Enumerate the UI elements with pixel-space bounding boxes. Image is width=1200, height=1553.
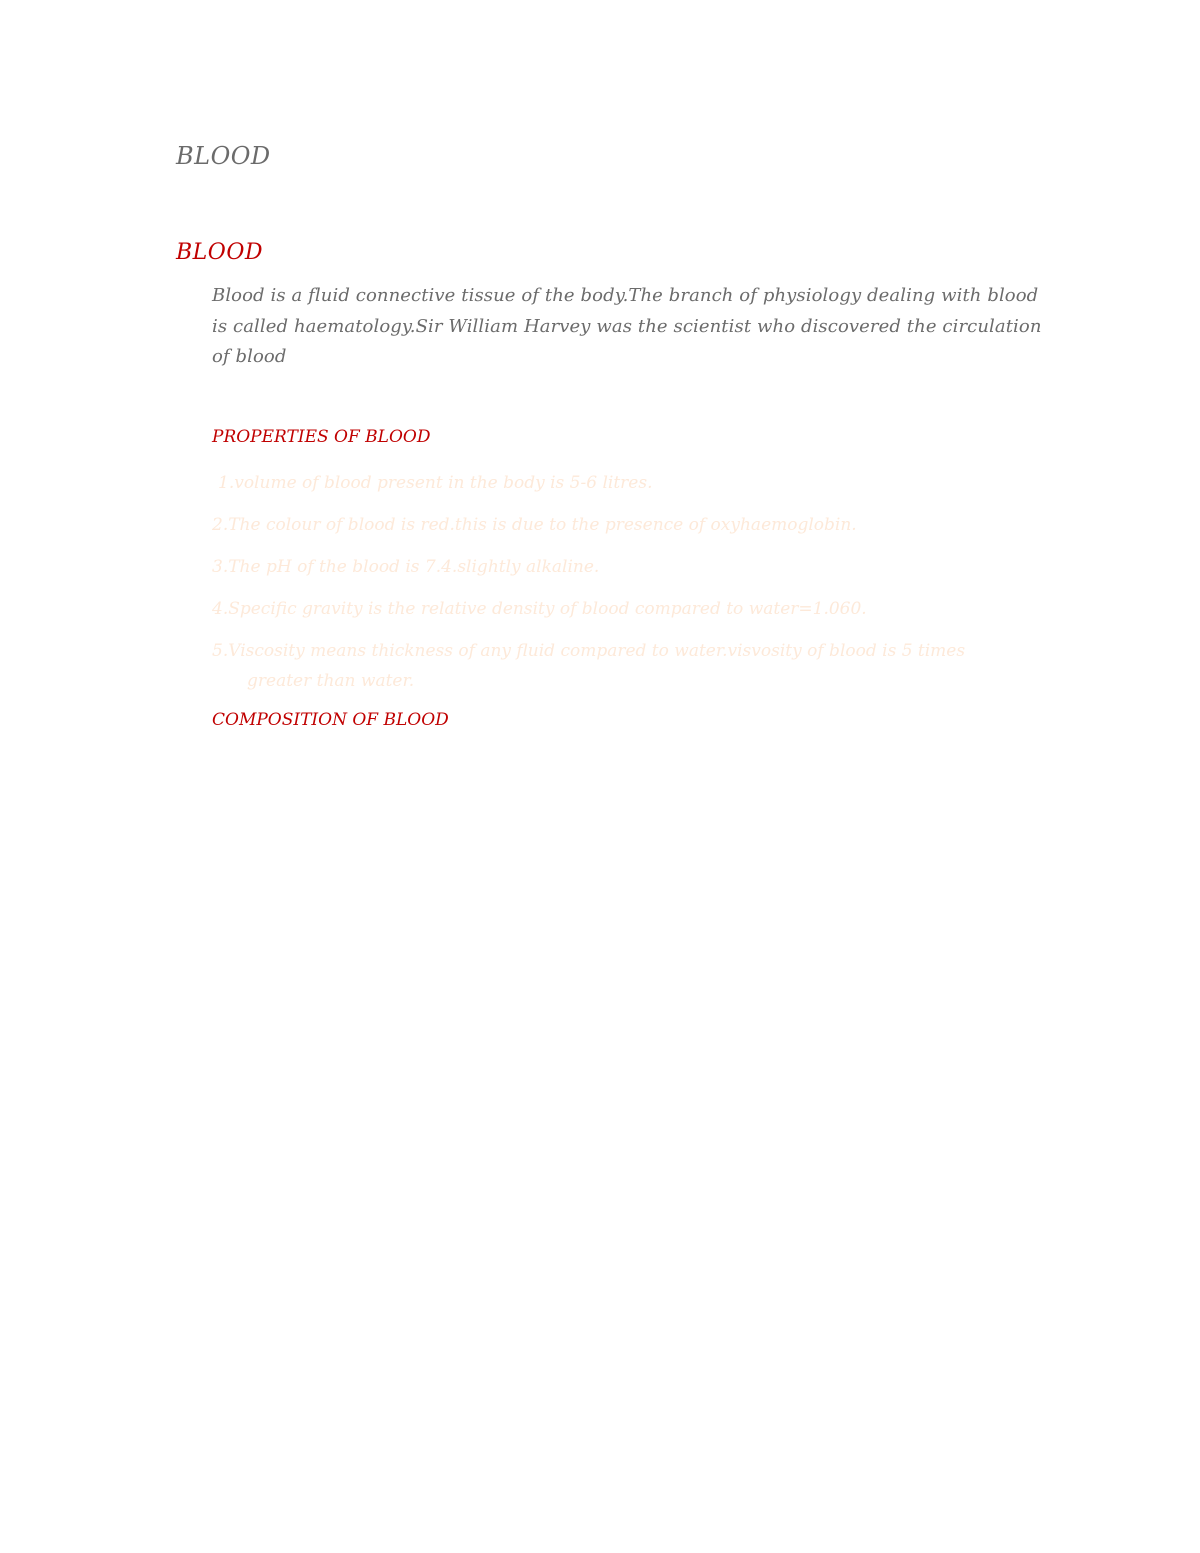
section-heading-blood: BLOOD	[176, 240, 263, 265]
document-title: BLOOD	[176, 142, 271, 170]
properties-heading: PROPERTIES OF BLOOD	[212, 427, 431, 447]
property-item-specific-gravity: 4.Specific gravity is the relative density of blood compared to water=1.060.	[212, 599, 867, 619]
composition-heading: COMPOSITION OF BLOOD	[212, 710, 449, 730]
property-item-colour: 2.The colour of blood is red.this is due to the presence of oxyhaemoglobin.	[212, 515, 857, 535]
properties-list	[212, 468, 1012, 708]
property-item-ph: 3.The pH of the blood is 7.4.slightly alkaline.	[212, 557, 600, 577]
property-item-viscosity: 5.Viscosity means thickness of any fluid compared to water.visvosity of blood is 5 times greater than water.	[212, 641, 966, 691]
intro-paragraph: Blood is a fluid connective tissue of the body.The branch of physiology dealing with blood is called haematology.Sir William Harvey was the scientist who discovered the circulation of blood	[212, 285, 1042, 367]
property-item-volume: 1.volume of blood present in the body is 5-6 litres.	[218, 473, 653, 493]
